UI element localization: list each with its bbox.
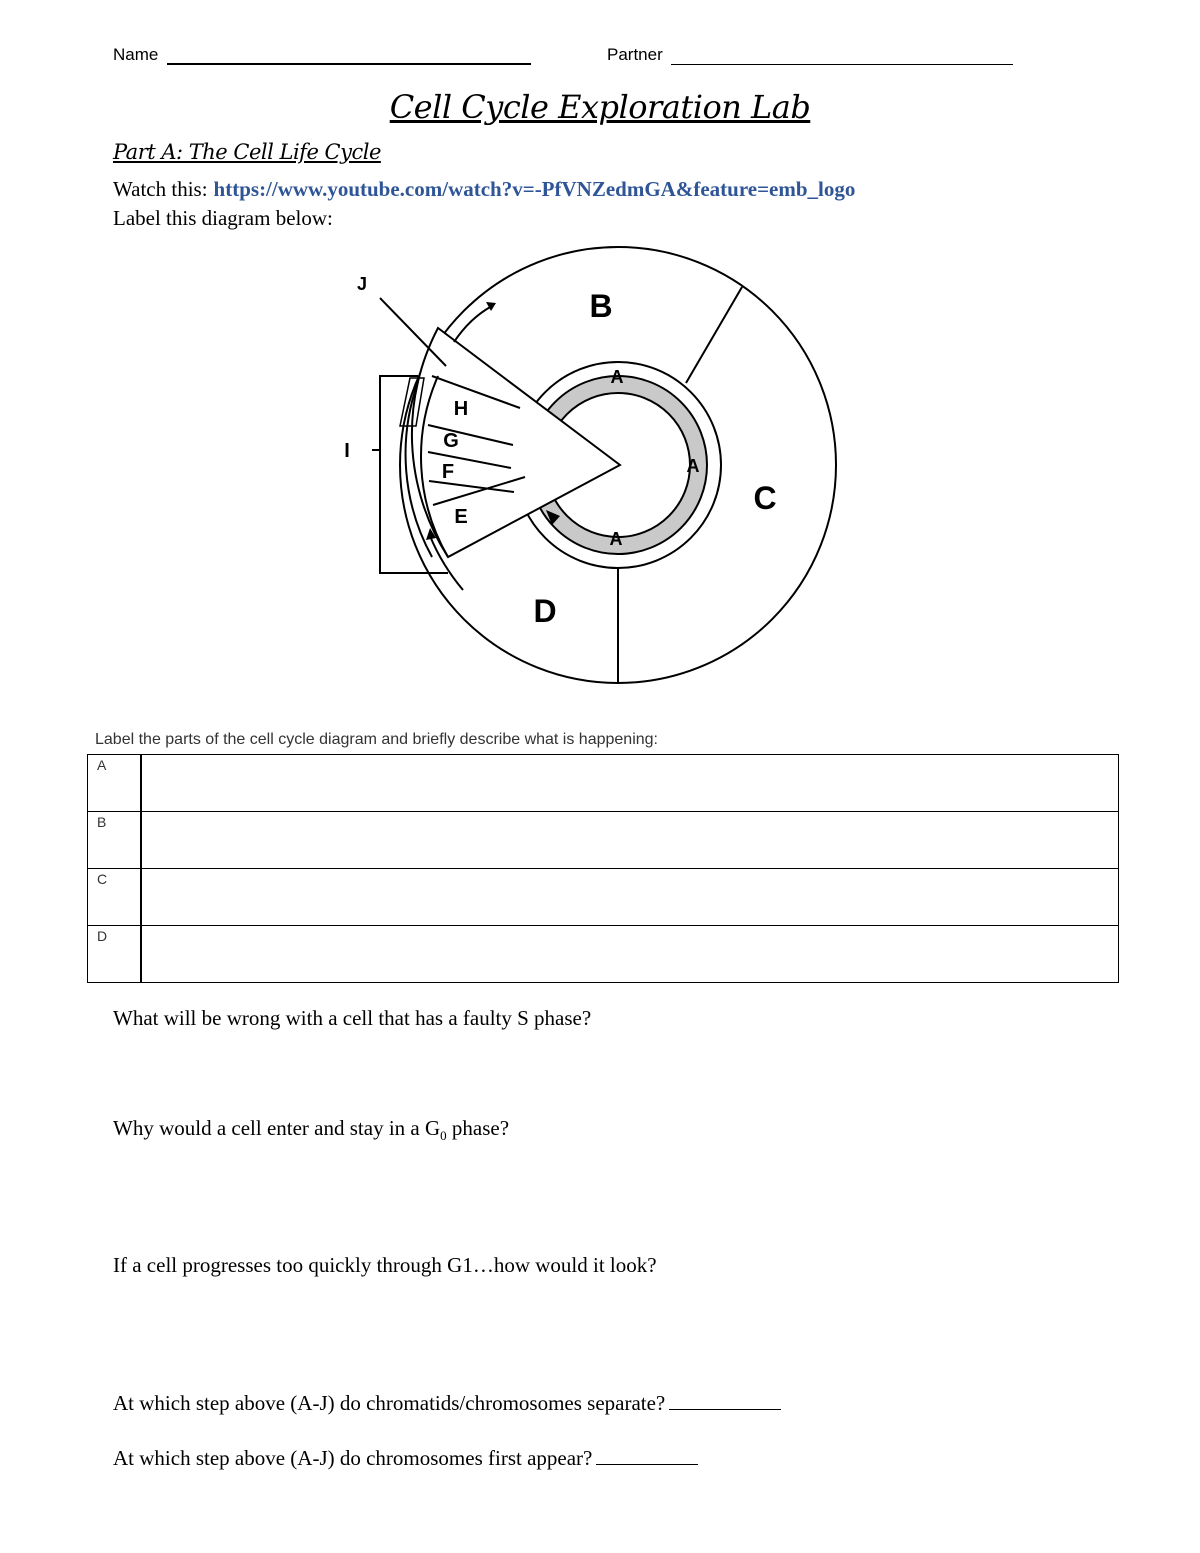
- youtube-link[interactable]: https://www.youtube.com/watch?v=-PfVNZedmGA&feature=emb_logo: [213, 177, 856, 201]
- label-f: F: [441, 461, 455, 483]
- row-key: C: [88, 869, 141, 926]
- partner-field-row: [607, 45, 1013, 65]
- label-e: E: [454, 506, 468, 528]
- question-faulty-s-phase: What will be wrong with a cell that has a faulty S phase?: [113, 1006, 592, 1030]
- table-caption: Label the parts of the cell cycle diagram and briefly describe what is happening:: [95, 731, 658, 748]
- question-text: At which step above (A-J) do chromosomes first appear?: [113, 1446, 593, 1470]
- partner-label: Partner: [607, 45, 663, 64]
- watch-label: Watch this:: [113, 177, 208, 201]
- answer-table: [87, 754, 1119, 983]
- label-a-top: A: [610, 367, 624, 387]
- divider-b-c: [686, 287, 742, 383]
- table-row: [88, 812, 1119, 869]
- table-row: [88, 755, 1119, 812]
- question-chromosomes-appear: [113, 1446, 698, 1471]
- label-c: C: [753, 480, 777, 516]
- row-key: B: [88, 812, 141, 869]
- label-a-bottom: A: [609, 529, 623, 549]
- label-j: J: [356, 274, 368, 294]
- arrow-top: [454, 306, 492, 342]
- label-i: I: [344, 440, 350, 462]
- question-g0-phase: [113, 1116, 509, 1144]
- page-title: Cell Cycle Exploration Lab: [389, 88, 811, 126]
- cell-cycle-diagram: [320, 240, 850, 690]
- answer-cell-b[interactable]: [141, 812, 1119, 869]
- subscript-zero: 0: [440, 1128, 447, 1144]
- row-key: A: [88, 755, 141, 812]
- question-text: phase?: [446, 1116, 510, 1140]
- question-text: At which step above (A-J) do chromatids/chromosomes separate?: [113, 1391, 666, 1415]
- name-label: Name: [113, 45, 159, 64]
- answer-cell-c[interactable]: [141, 869, 1119, 926]
- answer-blank[interactable]: [596, 1450, 698, 1465]
- label-a-right: A: [686, 456, 700, 476]
- name-field-row: [113, 45, 531, 65]
- answer-blank[interactable]: [669, 1395, 781, 1410]
- table-row: [88, 869, 1119, 926]
- question-chromatids-separate: [113, 1391, 781, 1416]
- answer-cell-d[interactable]: [141, 926, 1119, 983]
- section-heading-part-a: Part A: The Cell Life Cycle: [113, 140, 381, 164]
- diagram-instruction: Label this diagram below:: [113, 206, 333, 230]
- question-text: Why would a cell enter and stay in a G: [113, 1116, 441, 1140]
- label-h: H: [453, 398, 469, 420]
- answer-cell-a[interactable]: [141, 755, 1119, 812]
- name-blank[interactable]: [167, 46, 531, 65]
- question-fast-g1: If a cell progresses too quickly through G1…how would it look?: [113, 1253, 657, 1277]
- label-d: D: [533, 593, 557, 629]
- table-row: [88, 926, 1119, 983]
- label-b: B: [589, 288, 613, 324]
- watch-instruction: [113, 177, 855, 202]
- partner-blank[interactable]: [671, 47, 1013, 65]
- row-key: D: [88, 926, 141, 983]
- label-g: G: [443, 430, 459, 452]
